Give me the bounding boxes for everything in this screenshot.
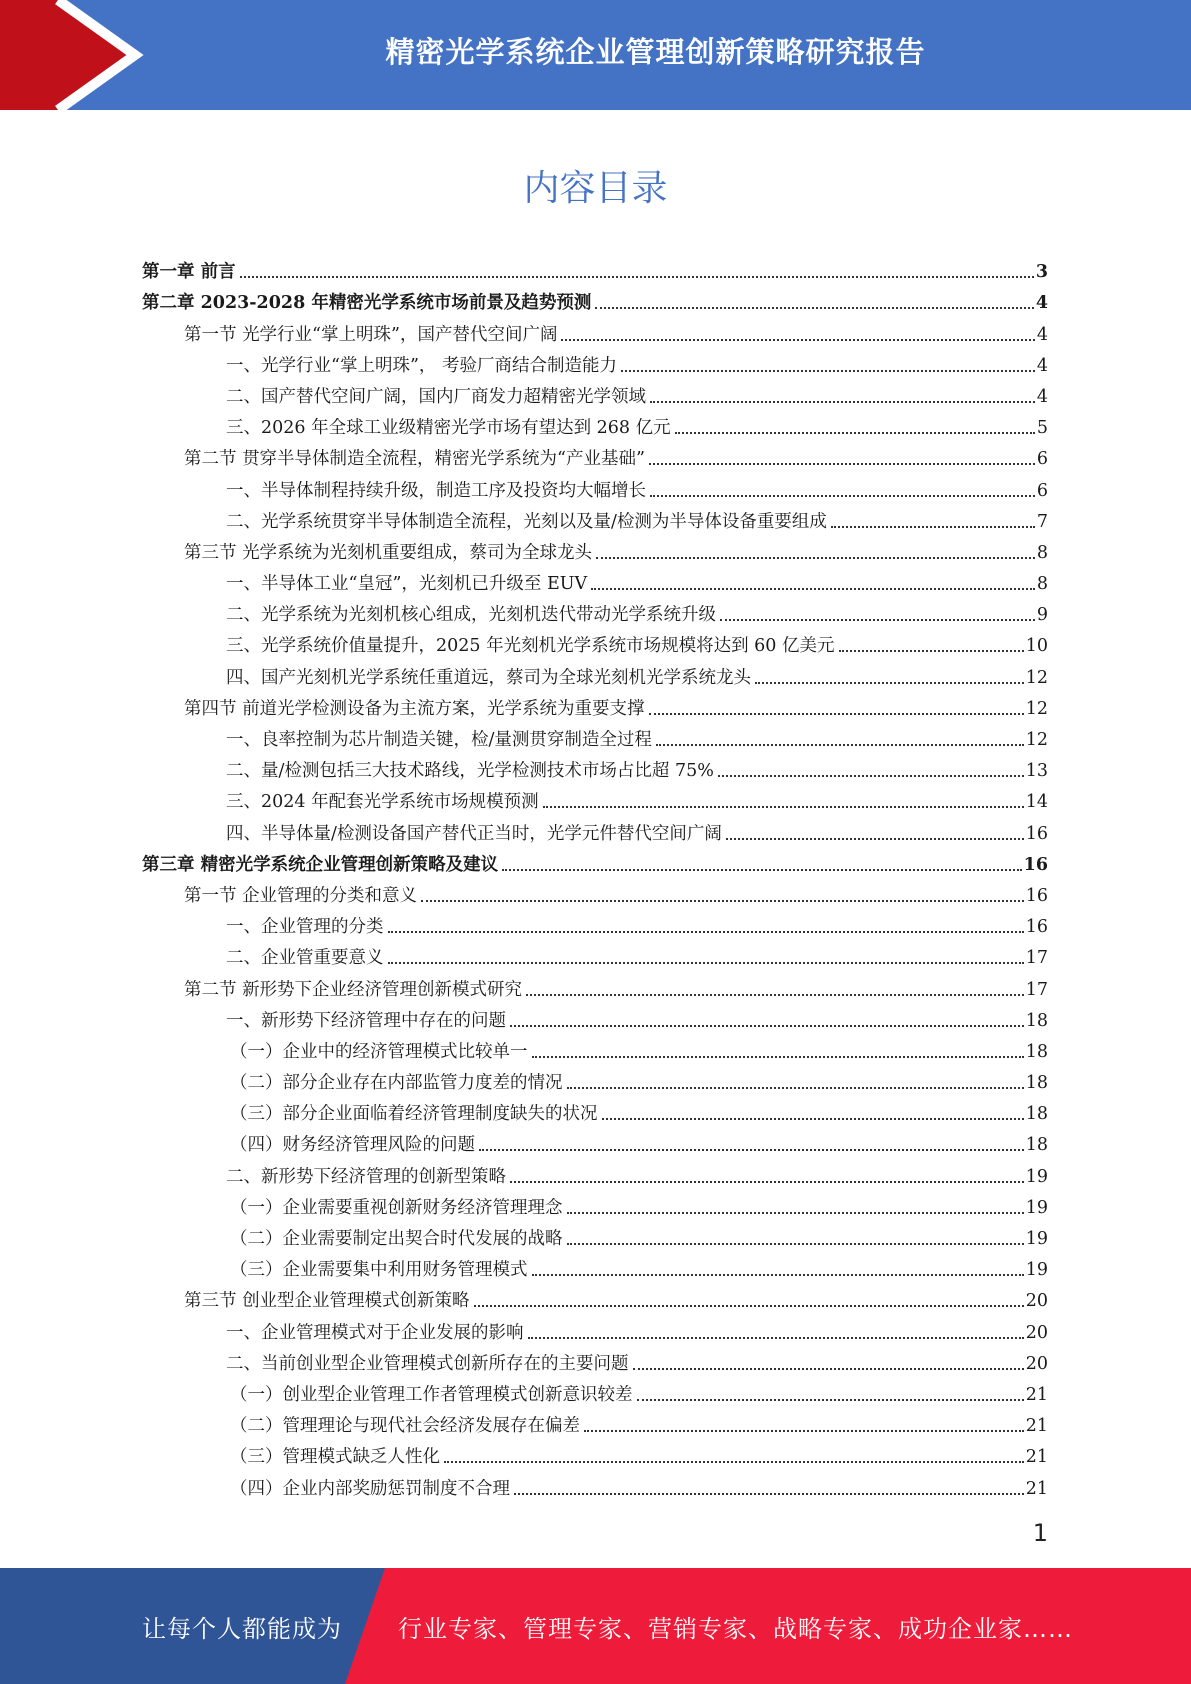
toc-entry-page: 16	[1025, 885, 1048, 906]
dot-leader	[718, 775, 1024, 777]
toc-entry-title: 三、2026 年全球工业级精密光学市场有望达到 268 亿元	[226, 418, 671, 439]
toc-entry[interactable]	[142, 1312, 1048, 1343]
dot-leader	[602, 1118, 1024, 1120]
toc-entry-page: 12	[1025, 698, 1048, 719]
dot-leader	[656, 744, 1024, 746]
toc-entry-title: 第二节 新形势下企业经济管理创新模式研究	[184, 979, 523, 1000]
toc-entry-page: 8	[1036, 574, 1048, 595]
toc-entry-page: 16	[1023, 854, 1048, 875]
dot-leader	[720, 619, 1035, 621]
toc-entry[interactable]	[142, 938, 1048, 969]
toc-entry-title: 三、2024 年配套光学系统市场规模预测	[226, 792, 539, 813]
toc-entry-title: 一、企业管理的分类	[226, 917, 384, 938]
toc-entry-title: 二、量/检测包括三大技术路线，光学检测技术市场占比超 75%	[226, 761, 714, 782]
toc-entry[interactable]	[142, 314, 1048, 345]
toc-entry-page: 6	[1036, 480, 1048, 501]
toc-entry-page: 7	[1036, 511, 1048, 532]
toc-entry-title: 第二节 贯穿半导体制造全流程，精密光学系统为“产业基础”	[184, 449, 645, 470]
toc-entry[interactable]	[142, 1219, 1048, 1250]
toc-entry-page: 18	[1025, 1041, 1048, 1062]
toc-entry-page: 21	[1025, 1384, 1048, 1405]
dot-leader	[528, 1337, 1024, 1339]
toc-entry-title: （三）管理模式缺乏人性化	[230, 1447, 440, 1468]
toc-entry[interactable]	[142, 720, 1048, 751]
toc-entry-title: 二、当前创业型企业管理模式创新所存在的主要问题	[226, 1353, 629, 1374]
toc-entry[interactable]	[142, 533, 1048, 564]
toc-entry-page: 4	[1035, 293, 1048, 314]
toc-entry[interactable]	[142, 1344, 1048, 1375]
footer-slogan-left: 让每个人都能成为	[142, 1614, 342, 1643]
toc-entry-title: （二）部分企业存在内部监管力度差的情况	[230, 1073, 563, 1094]
toc-entry[interactable]	[142, 782, 1048, 813]
toc-entry-page: 18	[1025, 1073, 1048, 1094]
dot-leader	[532, 1056, 1024, 1058]
toc-entry-page: 4	[1036, 386, 1048, 407]
toc-entry-page: 4	[1036, 355, 1048, 376]
toc-entry-page: 18	[1025, 1010, 1048, 1031]
toc-entry-page: 9	[1036, 605, 1048, 626]
toc-entry[interactable]	[142, 1125, 1048, 1156]
toc-entry-title: 第三章 精密光学系统企业管理创新策略及建议	[142, 854, 499, 875]
toc-entry[interactable]	[142, 1156, 1048, 1187]
toc-entry-title: （三）企业需要集中利用财务管理模式	[230, 1260, 528, 1281]
toc-heading: 内容目录	[523, 168, 668, 209]
toc-entry-title: 第一章 前言	[142, 262, 236, 283]
toc-entry-title: （二）管理理论与现代社会经济发展存在偏差	[230, 1416, 580, 1437]
toc-entry-page: 14	[1025, 792, 1048, 813]
dot-leader	[474, 1305, 1024, 1307]
dot-leader	[726, 838, 1024, 840]
toc-entry-page: 19	[1025, 1197, 1048, 1218]
toc-entry-page: 6	[1036, 449, 1048, 470]
dot-leader	[584, 1430, 1024, 1432]
toc-entry[interactable]	[142, 346, 1048, 377]
dot-leader	[595, 307, 1033, 309]
toc-entry-title: 二、光学系统为光刻机核心组成，光刻机迭代带动光学系统升级	[226, 605, 716, 626]
dot-leader	[637, 1399, 1024, 1401]
dot-leader	[479, 1149, 1024, 1151]
toc-entry-page: 19	[1025, 1166, 1048, 1187]
toc-entry-title: （二）企业需要制定出契合时代发展的战略	[230, 1229, 563, 1249]
toc-entry-title: 第一节 光学行业“掌上明珠”，国产替代空间广阔	[184, 324, 558, 345]
toc-entry-title: 二、国产替代空间广阔，国内厂商发力超精密光学领域	[226, 386, 646, 407]
toc-entry-title: 二、企业管重要意义	[226, 948, 384, 969]
toc-entry-title: 第一节 企业管理的分类和意义	[184, 885, 418, 906]
toc-entry-title: （四）财务经济管理风险的问题	[230, 1135, 475, 1156]
toc-entry[interactable]	[142, 1375, 1048, 1406]
dot-leader	[561, 339, 1034, 341]
dot-leader	[240, 276, 1034, 278]
toc-entry-title: （三）部分企业面临着经济管理制度缺失的状况	[230, 1104, 598, 1125]
dot-leader	[831, 526, 1035, 528]
toc-entry[interactable]	[142, 470, 1048, 501]
toc-entry[interactable]	[142, 1188, 1048, 1219]
toc-entry-page: 20	[1025, 1322, 1048, 1343]
toc-entry[interactable]	[142, 1468, 1048, 1499]
toc-entry-page: 17	[1025, 979, 1048, 1000]
footer-slogan-right: 行业专家、管理专家、营销专家、战略专家、成功企业家……	[398, 1614, 1073, 1643]
toc-entry[interactable]	[142, 1094, 1048, 1125]
toc-entry-title: （一）创业型企业管理工作者管理模式创新意识较差	[230, 1384, 633, 1405]
toc-entry-page: 17	[1025, 948, 1048, 969]
toc-entry[interactable]	[142, 502, 1048, 533]
toc-entry-title: 一、半导体工业“皇冠”，光刻机已升级至 EUV	[226, 574, 588, 595]
red-chevron-icon	[0, 0, 170, 110]
toc-entry[interactable]	[142, 1063, 1048, 1094]
toc-entry-page: 20	[1025, 1353, 1048, 1374]
dot-leader	[649, 463, 1035, 465]
dot-leader	[649, 713, 1024, 715]
page-number: 1	[1032, 1519, 1048, 1547]
toc-entry-page: 21	[1025, 1416, 1048, 1437]
toc-entry[interactable]	[142, 1001, 1048, 1032]
toc-entry-page: 5	[1036, 418, 1048, 439]
dot-leader	[388, 931, 1024, 933]
dot-leader	[543, 806, 1024, 808]
toc-entry-title: 一、企业管理模式对于企业发展的影响	[226, 1322, 524, 1343]
toc-entry[interactable]	[142, 657, 1048, 688]
toc-entry-page: 13	[1025, 761, 1048, 782]
toc-entry-page: 20	[1025, 1291, 1048, 1312]
toc-entry-title: 二、光学系统贯穿半导体制造全流程，光刻以及量/检测为半导体设备重要组成	[226, 511, 827, 532]
toc-entry-title: 一、良率控制为芯片制造关键，检/量测贯穿制造全过程	[226, 730, 652, 750]
toc-entry-page: 21	[1025, 1447, 1048, 1468]
toc-entry[interactable]	[142, 377, 1048, 408]
toc-entry-page: 4	[1036, 324, 1048, 345]
dot-leader	[755, 682, 1024, 684]
dot-leader	[633, 1368, 1024, 1370]
dot-leader	[510, 1181, 1024, 1183]
toc-entry[interactable]	[142, 626, 1048, 657]
dot-leader	[567, 1243, 1024, 1245]
toc-entry[interactable]	[142, 252, 1048, 283]
page-footer	[0, 1568, 1191, 1684]
dot-leader	[650, 495, 1035, 497]
dot-leader	[596, 557, 1035, 559]
page-header	[0, 0, 1191, 110]
toc-entry[interactable]	[142, 283, 1048, 314]
dot-leader	[444, 1461, 1024, 1463]
toc-entry[interactable]	[142, 595, 1048, 626]
toc-entry-title: 第四节 前道光学检测设备为主流方案，光学系统为重要支撑	[184, 698, 645, 719]
dot-leader	[532, 1274, 1024, 1276]
toc-entry[interactable]	[142, 751, 1048, 782]
dot-leader	[388, 962, 1024, 964]
toc-entry-page: 10	[1025, 636, 1048, 657]
toc-entry[interactable]	[142, 1032, 1048, 1063]
toc-entry[interactable]	[142, 907, 1048, 938]
toc-entry[interactable]	[142, 876, 1048, 907]
toc-entry[interactable]	[142, 1281, 1048, 1312]
toc-entry-page: 3	[1035, 262, 1048, 283]
dot-leader	[650, 401, 1035, 403]
toc-entry-title: 第三节 创业型企业管理模式创新策略	[184, 1291, 470, 1312]
toc-entry-page: 12	[1025, 730, 1048, 750]
dot-leader	[567, 1212, 1024, 1214]
toc-entry-page: 18	[1025, 1135, 1048, 1156]
dot-leader	[526, 994, 1024, 996]
toc-entry-title: 一、半导体制程持续升级，制造工序及投资均大幅增长	[226, 480, 646, 501]
toc-entry-page: 19	[1025, 1260, 1048, 1281]
toc-entry[interactable]	[142, 1437, 1048, 1468]
toc-entry-page: 12	[1025, 667, 1048, 688]
toc-entry-page: 8	[1036, 542, 1048, 563]
toc-entry-title: 第三节 光学系统为光刻机重要组成，蔡司为全球龙头	[184, 542, 593, 563]
toc-entry-title: （一）企业中的经济管理模式比较单一	[230, 1041, 528, 1062]
toc-entry-title: 第二章 2023-2028 年精密光学系统市场前景及趋势预测	[142, 293, 592, 314]
dot-leader	[621, 370, 1035, 372]
toc-entry-title: 四、半导体量/检测设备国产替代正当时，光学元件替代空间广阔	[226, 823, 722, 844]
table-of-contents	[142, 252, 1048, 1500]
toc-entry-page: 21	[1025, 1478, 1048, 1499]
toc-entry-title: 三、光学系统价值量提升，2025 年光刻机光学系统市场规模将达到 60 亿美元	[226, 636, 835, 657]
dot-leader	[567, 1087, 1024, 1089]
toc-entry[interactable]	[142, 1406, 1048, 1437]
toc-entry-title: 一、光学行业“掌上明珠”， 考验厂商结合制造能力	[226, 355, 617, 376]
dot-leader	[591, 588, 1035, 590]
dot-leader	[675, 432, 1035, 434]
dot-leader	[510, 1025, 1024, 1027]
toc-entry-page: 16	[1025, 917, 1048, 938]
toc-entry[interactable]	[142, 689, 1048, 720]
dot-leader	[421, 900, 1024, 902]
toc-entry-title: 一、新形势下经济管理中存在的问题	[226, 1010, 506, 1031]
toc-entry[interactable]	[142, 439, 1048, 470]
toc-entry[interactable]	[142, 969, 1048, 1000]
toc-entry-title: 四、国产光刻机光学系统任重道远，蔡司为全球光刻机光学系统龙头	[226, 667, 751, 688]
toc-entry[interactable]	[142, 845, 1048, 876]
toc-entry-page: 16	[1025, 823, 1048, 844]
toc-entry-page: 18	[1025, 1104, 1048, 1125]
toc-entry-title: 二、新形势下经济管理的创新型策略	[226, 1166, 506, 1187]
report-title: 精密光学系统企业管理创新策略研究报告	[385, 34, 926, 69]
toc-entry[interactable]	[142, 408, 1048, 439]
toc-entry[interactable]	[142, 1250, 1048, 1281]
toc-entry-title: （四）企业内部奖励惩罚制度不合理	[230, 1478, 510, 1499]
dot-leader	[839, 650, 1024, 652]
toc-entry-page: 19	[1025, 1229, 1048, 1249]
dot-leader	[514, 1493, 1024, 1495]
toc-entry-title: （一）企业需要重视创新财务经济管理理念	[230, 1197, 563, 1218]
dot-leader	[502, 869, 1022, 871]
toc-entry[interactable]	[142, 564, 1048, 595]
toc-entry[interactable]	[142, 813, 1048, 844]
